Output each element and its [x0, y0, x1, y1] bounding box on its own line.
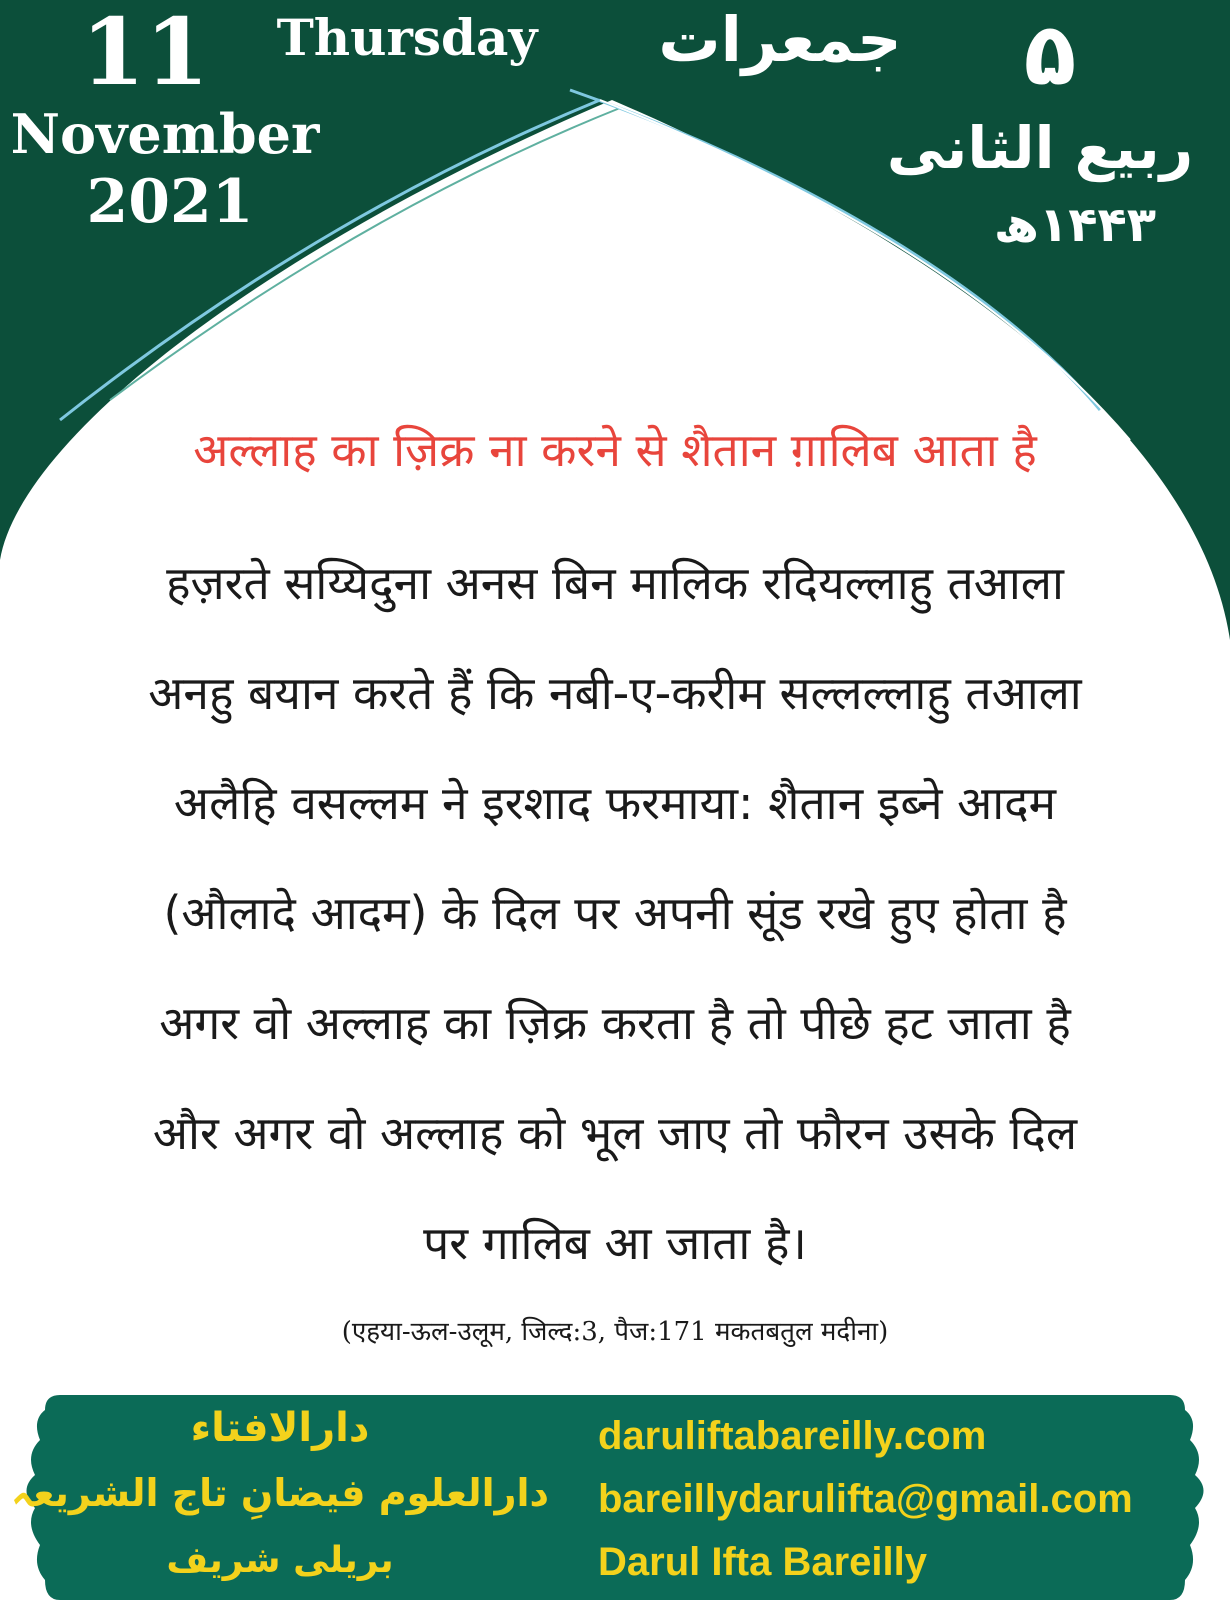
- body-line-7: पर गालिब आ जाता है।: [423, 1216, 807, 1270]
- footer-org-name: Darul Ifta Bareilly: [598, 1540, 928, 1584]
- article-title: अल्लाह का ज़िक्र ना करने से शैतान ग़ालिब आता है: [193, 423, 1037, 477]
- footer-email-link[interactable]: bareillydarulifta@gmail.com: [598, 1477, 1133, 1521]
- weekday-english: Thursday: [276, 8, 538, 67]
- body-line-3: अलैहि वसल्लम ने इरशाद फरमाया: शैतान इब्ने आदम: [173, 776, 1057, 830]
- body-line-6: और अगर वो अल्लाह को भूल जाए तो फौरन उसके दिल: [152, 1106, 1078, 1160]
- footer-urdu-line-3: بریلی شریف: [166, 1540, 394, 1581]
- footer-urdu-line-1: دارالافتاء: [190, 1405, 370, 1451]
- weekday-urdu: جمعرات: [658, 3, 902, 76]
- hijri-day: ۵: [1023, 5, 1077, 105]
- body-line-2: अनहु बयान करते हैं कि नबी-ए-करीम सल्लल्लाहु तआला: [148, 666, 1082, 720]
- body-line-4: (औलादे आदम) के दिल पर अपनी सूंड रखे हुए होता है: [163, 886, 1067, 940]
- body-line-1: हज़रते सय्यिदुना अनस बिन मालिक रदियल्लाहु तआला: [166, 556, 1064, 610]
- reference-citation: (एहया-ऊल-उलूम, जिल्द:3, पैज:171 मकतबतुल मदीना): [341, 1317, 889, 1347]
- footer-urdu-line-2: دارالعلوم فیضانِ تاج الشریعہ: [10, 1471, 550, 1515]
- gregorian-month: November: [10, 102, 320, 166]
- hijri-month: ربیع الثانی: [886, 114, 1194, 182]
- gregorian-year: 2021: [86, 167, 254, 237]
- hijri-year: ۱۴۴۳ھ: [993, 197, 1157, 253]
- footer-website-link[interactable]: daruliftabareilly.com: [598, 1414, 987, 1458]
- body-line-5: अगर वो अल्लाह का ज़िक्र करता है तो पीछे हट जाता है: [159, 996, 1071, 1050]
- gregorian-day: 11: [80, 0, 210, 106]
